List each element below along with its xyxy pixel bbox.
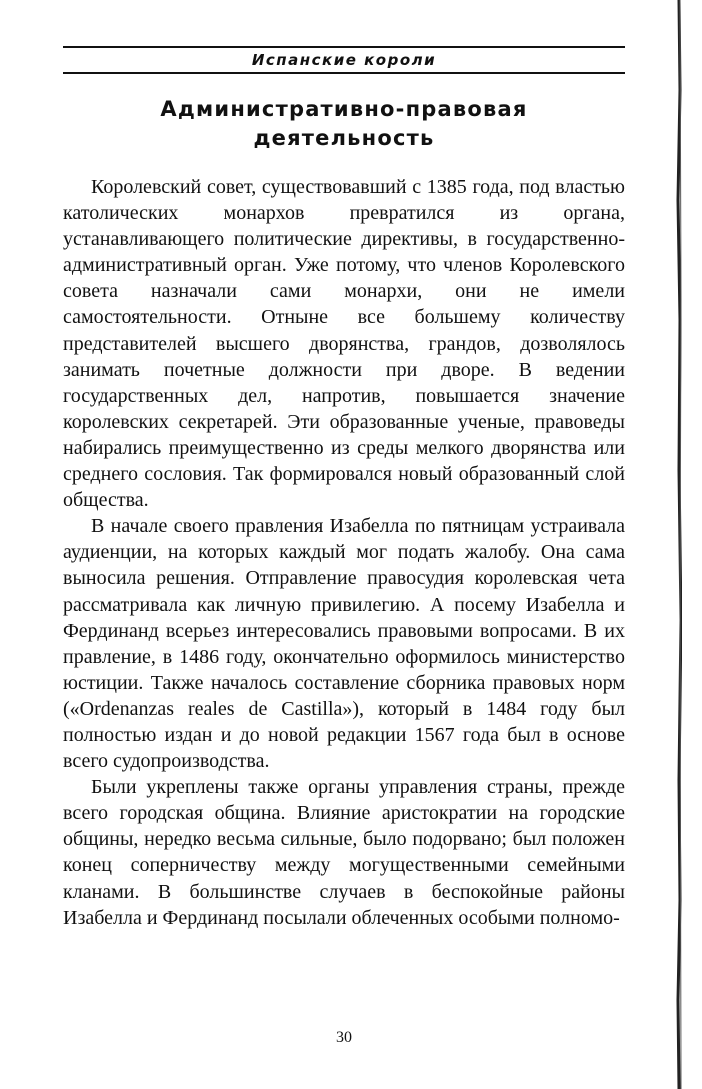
page-edge-shadow [676, 0, 682, 1089]
header-rule-bottom [63, 72, 625, 74]
chapter-title [63, 95, 625, 153]
paragraph-2: В начале своего правления Изабелла по пятницам устраивала аудиенции, на которых каждый мог подать жалобу. Она сама выносила решения. Отправление правосудия королевская чета рассматривала как личную привилегию. А посему Изабелла и Фердинанд всерьез интересовались правовыми вопросами. В их правление, в 1486 году, окончательно оформилось министерство юстиции. Также началось составление сборника правовых норм («Ordenanzas reales de Castilla»), который в 1484 году был полностью издан и до новой редакции 1567 года был в основе всего судопроизводства. [63, 515, 625, 773]
paragraph-3: Были укреплены также органы управления страны, прежде всего городская община. Влияние аристократии на городские общины, нередко весьма сильные, было подорвано; был положен конец соперничеству между могущественными семейными кланами. В большинстве случаев в беспокойные районы Изабелла и Фердинанд посылали облеченных особыми полномо- [63, 776, 625, 929]
page-number: 30 [336, 1029, 352, 1046]
chapter-title-line-2: деятельность [253, 126, 435, 150]
running-head: Испанские короли [251, 51, 437, 69]
body-text [63, 174, 625, 931]
paragraph-1: Королевский совет, существовавший с 1385 года, под властью католических монархов превратился из органа, устанавливающего политические директивы, в государственно-административный орган. Уже потому, что членов Королевского совета назначали сами монархи, они не имели самостоятельности. Отныне все большему количеству представителей высшего дворянства, грандов, дозволялось занимать почетные должности при дворе. В ведении государственных дел, напротив, повышается значение королевских секретарей. Эти образованные ученые, правоведы набирались преимущественно из среды мелкого дворянства или среднего сословия. Так формировался новый образованный слой общества. [63, 176, 625, 512]
chapter-title-line-1: Административно-правовая [160, 97, 528, 121]
